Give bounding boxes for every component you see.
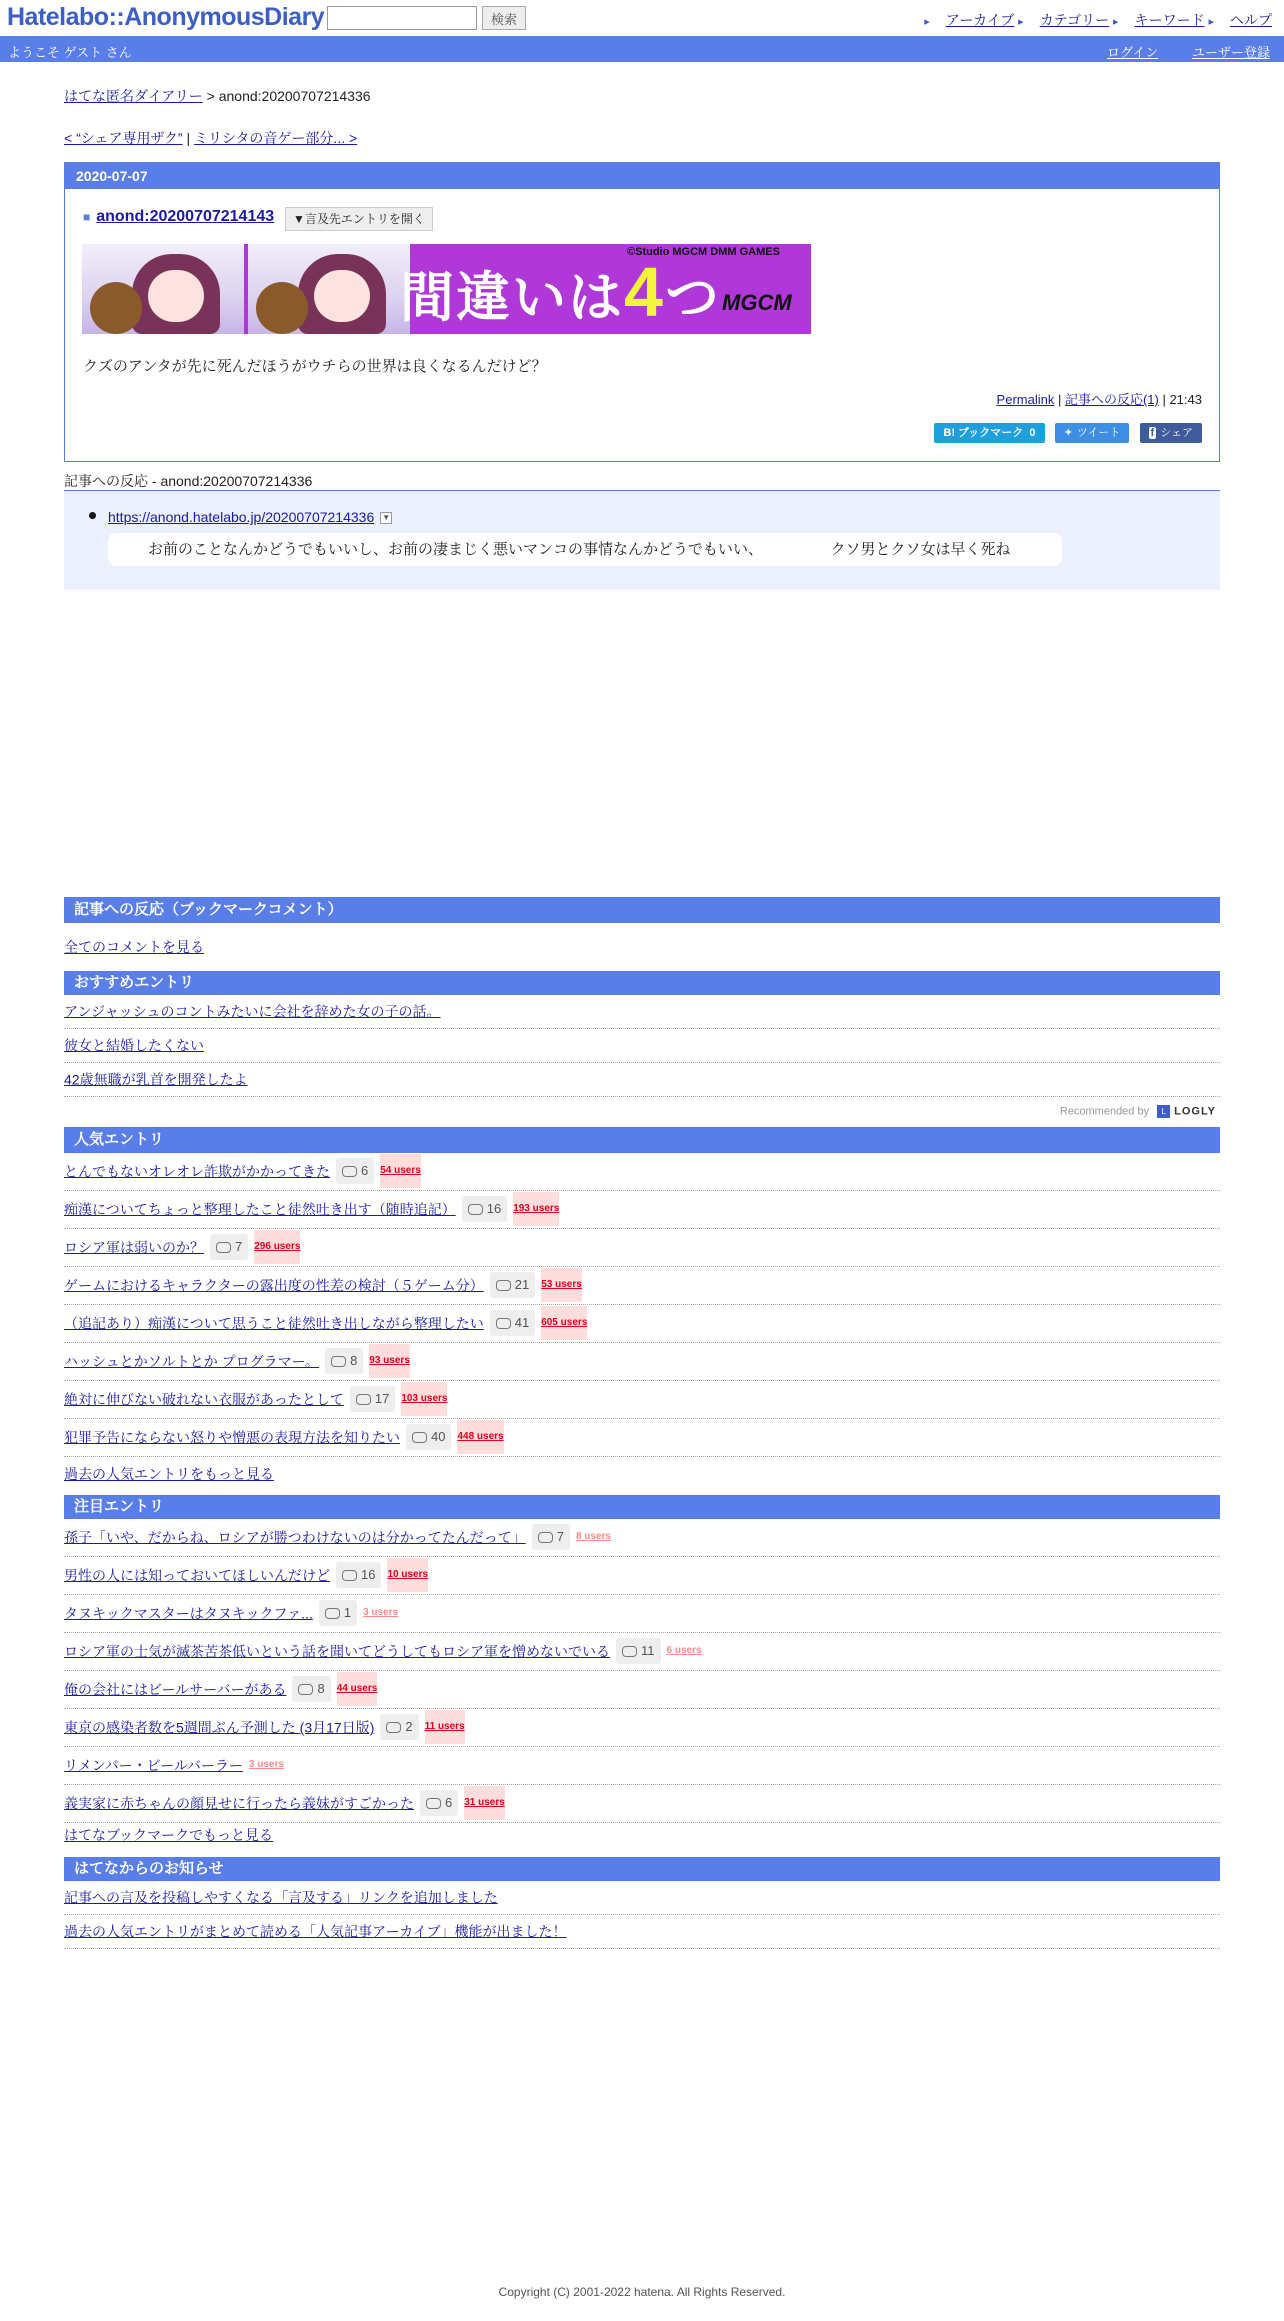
comment-count-value: 8 [350, 1353, 358, 1369]
comment-count-value: 7 [235, 1239, 243, 1255]
breadcrumb-home[interactable]: はてな匿名ダイアリー [64, 88, 203, 104]
bookmark-users-badge[interactable]: 10 users [387, 1558, 428, 1592]
speech-bubble-icon [386, 1722, 401, 1733]
references-box [64, 490, 1220, 590]
bookmark-users-badge[interactable]: 296 users [254, 1230, 300, 1264]
next-entry-link[interactable]: ミリシタの音ゲー部分... > [193, 130, 358, 146]
popular-entry-link[interactable]: 痴漢についてちょっと整理したこと徒然吐き出す（随時追記） [64, 1201, 456, 1218]
popular-entry-link[interactable]: ゲームにおけるキャラクターの露出度の性差の検討（５ゲーム分） [64, 1277, 484, 1294]
breadcrumb-separator: > [206, 88, 215, 104]
speech-bubble-icon [325, 1608, 340, 1619]
comment-count-value: 16 [361, 1567, 376, 1583]
hatena-bookmark-more-link[interactable]: はてなブックマークでもっと見る [64, 1827, 274, 1843]
banner-character-panel [248, 244, 410, 334]
chevron-right-icon: ▸ [1018, 16, 1024, 28]
bookmark-users-badge[interactable]: 31 users [464, 1786, 505, 1820]
bullet-icon [89, 512, 96, 519]
comment-count-value: 40 [431, 1429, 446, 1445]
comment-count-value: 11 [641, 1643, 655, 1659]
top-header [0, 0, 1284, 36]
comment-count-value: 41 [514, 1315, 530, 1331]
popular-entry-row [64, 1191, 1220, 1229]
popular-entry-link[interactable]: ロシア軍は弱いのか？ [64, 1239, 204, 1256]
archive-link[interactable]: アーカイブ [945, 12, 1015, 28]
comment-count[interactable] [336, 1562, 381, 1588]
popular-entry-row [64, 1305, 1220, 1343]
speech-bubble-icon [496, 1318, 511, 1329]
comment-count[interactable] [420, 1790, 458, 1816]
hot-entry-row [64, 1747, 1220, 1785]
nav-separator: | [186, 130, 191, 146]
keyword-link[interactable]: キーワード [1134, 12, 1205, 28]
facebook-icon: f [1150, 427, 1155, 439]
popular-entry-row [64, 1267, 1220, 1305]
category-link[interactable]: カテゴリー [1039, 12, 1110, 28]
popular-entry-link[interactable]: とんでもないオレオレ詐欺がかかってきた [64, 1163, 330, 1180]
notice-item [64, 1915, 1220, 1949]
entry-title [83, 208, 274, 226]
bookmark-count: 0 [1029, 427, 1036, 439]
popular-entry-link[interactable]: （追記あり）痴漢について思うこと徒然吐き出しながら整理したい [64, 1315, 484, 1332]
references-title: 記事への反応 - anond:20200707214336 [64, 473, 313, 489]
entry-footer: Permalink | 記事への反応(1) | 21:43 [996, 392, 1202, 407]
hot-entry-row [64, 1671, 1220, 1709]
hatena-bookmark-button[interactable] [934, 423, 1044, 443]
banner-text: 間違いは [400, 268, 624, 328]
comment-count[interactable] [325, 1348, 363, 1374]
chevron-right-icon: ▸ [924, 16, 930, 28]
entry-body: クズのアンタが先に死んだほうがウチらの世界は良くなるんだけど？ [83, 358, 547, 375]
bookmark-users-badge[interactable]: 605 users [541, 1306, 587, 1340]
speech-bubble-icon [468, 1204, 483, 1215]
breadcrumb [64, 86, 371, 106]
permalink[interactable]: Permalink [996, 392, 1055, 407]
speech-bubble-icon [342, 1570, 357, 1581]
speech-bubble-icon [356, 1394, 371, 1405]
hot-entry-link[interactable]: 俺の会社にはビールサーバーがある [64, 1681, 287, 1698]
speech-bubble-icon [298, 1684, 313, 1695]
twitter-bird-icon: ✦ [1063, 427, 1073, 439]
logly-credit[interactable] [1060, 1105, 1216, 1118]
help-link[interactable]: ヘルプ [1230, 12, 1272, 28]
entry-title-link[interactable]: anond:20200707214143 [96, 208, 275, 225]
comment-count-value: 6 [361, 1163, 369, 1179]
hot-entry-row [64, 1709, 1220, 1747]
comment-count-value: 7 [556, 1529, 564, 1545]
entry-date: 2020-07-07 [65, 163, 1219, 189]
popular-entry-link[interactable]: 絶対に伸びない破れない衣服があったとして [64, 1391, 344, 1408]
comment-count[interactable] [292, 1676, 330, 1702]
bookmark-users-badge[interactable]: 3 users [248, 1759, 284, 1771]
banner-character-panel [82, 244, 244, 334]
banner-number: 4 [624, 253, 665, 331]
popular-entry-link[interactable]: ハッシュとかソルトとか プログラマー。 [64, 1353, 320, 1370]
bookmark-users-badge[interactable]: 44 users [337, 1672, 378, 1706]
hot-entry-row [64, 1595, 1220, 1633]
speech-bubble-icon [622, 1646, 637, 1657]
recommended-header: おすすめエントリ [64, 971, 1220, 995]
tweet-label: ツイート [1076, 427, 1121, 439]
speech-bubble-icon [538, 1532, 553, 1543]
comment-count[interactable] [210, 1234, 248, 1260]
popular-entry-row [64, 1381, 1220, 1419]
popular-entry-row [64, 1343, 1220, 1381]
facebook-share-button[interactable] [1140, 423, 1202, 443]
notice-link[interactable]: 記事への言及を投稿しやすくなる「言及する」リンクを追加しました [64, 1889, 498, 1906]
banner-headline [400, 252, 721, 332]
comment-count[interactable] [406, 1424, 451, 1450]
bookmark-users-badge[interactable]: 53 users [541, 1268, 582, 1302]
hot-entry-link[interactable]: 男性の人には知っておいてほしいんだけど [64, 1567, 330, 1584]
speech-bubble-icon [342, 1166, 357, 1177]
login-link[interactable]: ログイン [1107, 45, 1159, 60]
popular-entry-link[interactable]: 犯罪予告にならない怒りや憎悪の表現方法を知りたい [64, 1429, 400, 1446]
square-bullet-icon: ■ [83, 210, 91, 224]
bookmark-users-badge[interactable]: 8 users [575, 1531, 611, 1543]
comment-count-value: 1 [343, 1605, 352, 1621]
tweet-button[interactable] [1055, 423, 1130, 443]
search-input[interactable] [327, 6, 477, 30]
diary-entry [64, 162, 1220, 462]
copyright: Copyright (C) 2001-2022 hatena. All Rights Reserved. [498, 2285, 786, 2299]
hot-entry-row [64, 1785, 1220, 1823]
recommended-item [64, 995, 1220, 1029]
comment-count[interactable] [319, 1600, 357, 1626]
reference-link[interactable]: https://anond.hatelabo.jp/20200707214336 [108, 509, 375, 525]
hot-entry-row [64, 1519, 1220, 1557]
comment-count[interactable] [336, 1158, 374, 1184]
logly-icon: L [1157, 1105, 1170, 1118]
teddy-bear-icon [256, 282, 308, 334]
ad-banner[interactable] [82, 244, 811, 334]
entry-time: 21:43 [1169, 392, 1202, 407]
popular-entry-row [64, 1229, 1220, 1267]
comment-count[interactable] [462, 1196, 507, 1222]
bookmark-users-badge[interactable]: 448 users [457, 1420, 503, 1454]
notice-link[interactable]: 過去の人気エントリがまとめて読める「人気記事アーカイブ」機能が出ました！ [64, 1923, 567, 1940]
speech-bubble-icon [412, 1432, 427, 1443]
chevron-right-icon: ▸ [1208, 16, 1214, 28]
popular-entry-row [64, 1153, 1220, 1191]
top-nav [924, 10, 1272, 30]
prev-entry-link[interactable]: < “シェア専用ザク” [64, 130, 183, 146]
facebook-share-label: シェア [1160, 427, 1193, 439]
hot-entry-link[interactable]: 東京の感染者数を5週間ぶん予測した (3月17日版) [64, 1719, 375, 1736]
popular-header: 人気エントリ [64, 1127, 1220, 1153]
banner-copyright: ©Studio MGCM DMM GAMES [627, 246, 780, 258]
hot-entry-row [64, 1633, 1220, 1671]
share-buttons [928, 423, 1202, 443]
bookmark-users-badge[interactable]: 93 users [369, 1344, 410, 1378]
banner-game-logo: MGCM [722, 290, 792, 315]
speech-bubble-icon [216, 1242, 231, 1253]
hot-entries-header: 注目エントリ [64, 1495, 1220, 1519]
welcome-text: ようこそ ゲスト さん [8, 45, 132, 60]
entry-navigation [64, 128, 357, 148]
comment-count-value: 6 [445, 1795, 453, 1811]
expand-toggle-icon[interactable]: ▼ [380, 512, 392, 524]
recommended-link[interactable]: アンジャッシュのコントみたいに会社を辞めた女の子の話。 [64, 1003, 441, 1020]
comment-count[interactable] [616, 1638, 661, 1664]
hot-entry-link[interactable]: 孫子「いや、だからね、ロシアが勝つわけないのは分かってたんだって」 [64, 1529, 526, 1546]
bookmark-label: B! ブックマーク [943, 427, 1024, 439]
comment-count[interactable] [380, 1714, 418, 1740]
chevron-right-icon: ▸ [1113, 16, 1119, 28]
recommended-link[interactable]: 42歳無職が乳首を開発したよ [64, 1071, 248, 1088]
hot-entry-link[interactable]: リメンバー・ビールバーラー [64, 1757, 243, 1774]
reference-item [108, 509, 392, 525]
bookmark-users-badge[interactable]: 193 users [513, 1192, 559, 1226]
comment-count[interactable] [350, 1386, 395, 1412]
hot-entry-link[interactable]: タヌキックマスターはタヌキックファ... [64, 1605, 313, 1622]
hot-entry-link[interactable]: 義実家に赤ちゃんの顔見せに行ったら義妹がすごかった [64, 1795, 414, 1812]
speech-bubble-icon [426, 1798, 441, 1809]
comment-count-value: 17 [374, 1391, 390, 1407]
reference-excerpt: お前のことなんかどうでもいいし、お前の凄まじく悪いマンコの事情なんかどうでもいい、 クソ男とクソ女は早く死ね [108, 533, 1062, 566]
comment-count[interactable] [490, 1272, 535, 1298]
comment-count[interactable] [490, 1310, 535, 1336]
bookmark-users-badge[interactable]: 54 users [380, 1154, 421, 1188]
banner-suffix: つ [664, 268, 721, 328]
user-bar [0, 36, 1284, 62]
breadcrumb-current: anond:20200707214336 [218, 88, 371, 104]
bookmark-users-badge[interactable]: 6 users [666, 1645, 702, 1657]
notices-header: はてなからのお知らせ [64, 1857, 1220, 1881]
hot-entry-link[interactable]: ロシア軍の士気が滅茶苦茶低いという話を聞いてどうしてもロシア軍を憎めないでいる [64, 1643, 610, 1660]
hot-entry-row [64, 1557, 1220, 1595]
notice-item [64, 1881, 1220, 1915]
recommended-link[interactable]: 彼女と結婚したくない [64, 1037, 204, 1054]
bookmark-users-badge[interactable]: 103 users [401, 1382, 447, 1416]
comment-count-value: 8 [317, 1681, 325, 1697]
logly-label: LOGLY [1174, 1105, 1216, 1118]
site-logo[interactable]: Hatelabo::AnonymousDiary [7, 3, 325, 31]
open-referenced-entry-button[interactable]: ▼言及先エントリを開く [285, 207, 433, 231]
teddy-bear-icon [90, 282, 142, 334]
speech-bubble-icon [331, 1356, 346, 1367]
bookmark-users-badge[interactable]: 11 users [425, 1710, 465, 1744]
recommended-item [64, 1063, 1220, 1097]
character-face [314, 270, 370, 322]
bookmark-comments-header: 記事への反応（ブックマークコメント） [64, 897, 1220, 923]
bookmark-users-badge[interactable]: 3 users [363, 1607, 399, 1619]
comment-count[interactable] [532, 1524, 570, 1550]
comment-count-value: 16 [486, 1201, 502, 1217]
popular-more-link[interactable]: 過去の人気エントリをもっと見る [64, 1466, 274, 1482]
recommended-item [64, 1029, 1220, 1063]
recommended-by-label: Recommended by [1059, 1105, 1150, 1118]
character-face [148, 270, 204, 322]
speech-bubble-icon [496, 1280, 511, 1291]
search-button[interactable]: 検索 [482, 6, 526, 30]
all-comments-link[interactable]: 全てのコメントを見る [64, 939, 204, 955]
popular-entry-row [64, 1419, 1220, 1457]
comment-count-value: 21 [514, 1277, 530, 1293]
reactions-link[interactable]: 記事への反応(1) [1064, 392, 1159, 407]
register-link[interactable]: ユーザー登録 [1191, 45, 1270, 60]
comment-count-value: 2 [405, 1719, 413, 1735]
